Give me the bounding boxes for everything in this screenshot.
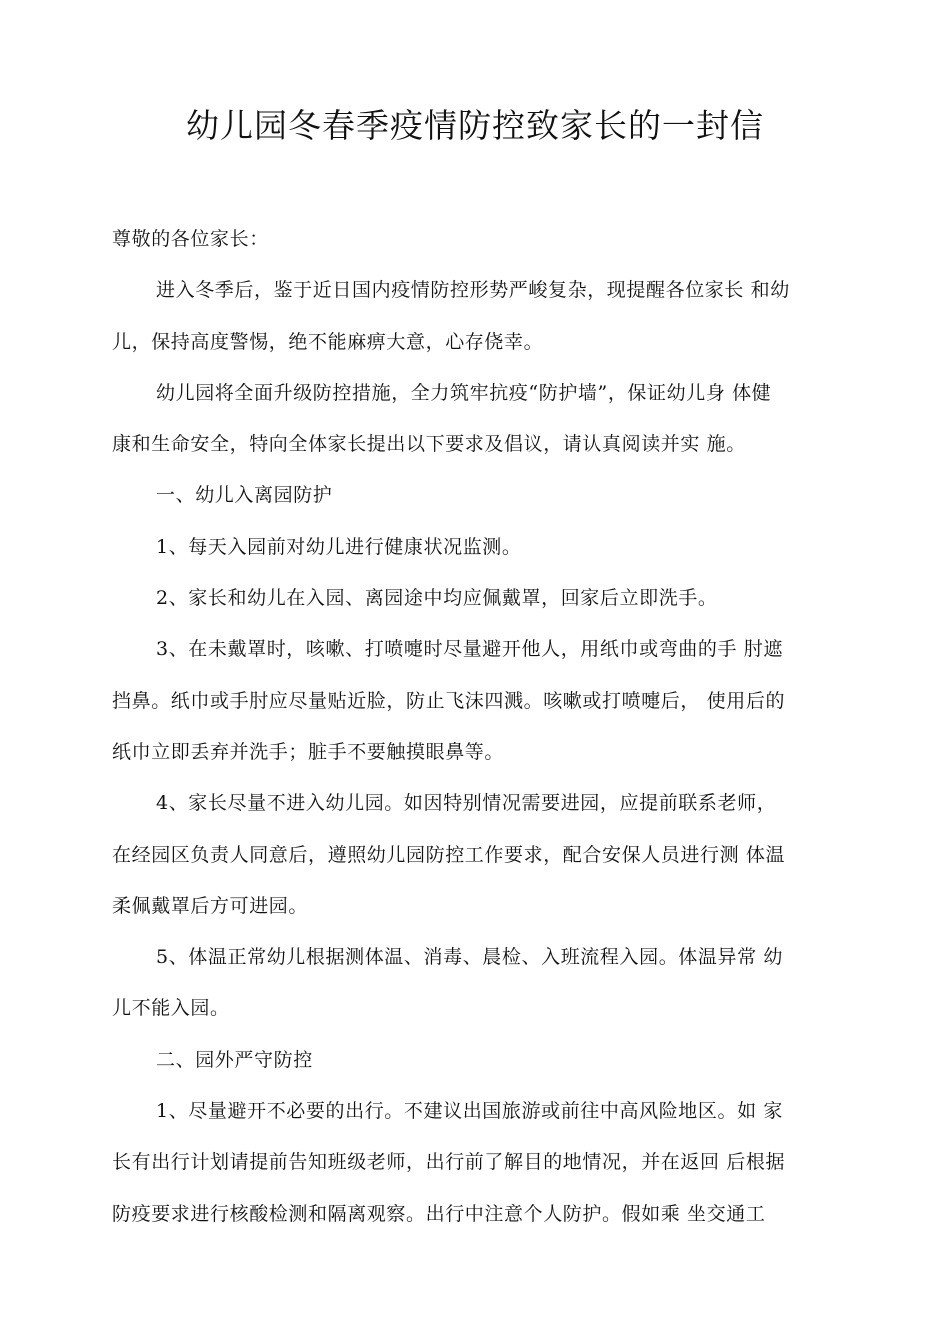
text-line: 柔佩戴罩后方可进园。 [112,894,309,917]
text-line: 2、家长和幼儿在入园、离园途中均应佩戴罩，回家后立即洗手。 [156,587,718,610]
text-line: 儿，保持高度警惕，绝不能麻痹大意，心存侥幸。 [112,330,544,353]
text-line: 1、每天入园前对幼儿进行健康状况监测。 [156,535,522,558]
text-line: 一、幼儿入离园防护 [156,484,333,507]
text-line: 5、体温正常幼儿根据测体温、消毒、晨检、入班流程入园。体温异常 幼 [156,946,783,969]
text-line: 挡鼻。纸巾或手肘应尽量贴近脸，防止飞沫四溅。咳嗽或打喷嚏后， 使用后的 [112,689,786,712]
text-line: 在经园区负责人同意后，遵照幼儿园防控工作要求，配合安保人员进行测 体温 [112,843,786,866]
text-line: 康和生命安全，特向全体家长提出以下要求及倡议，请认真阅读并实 施。 [112,433,746,456]
text-line: 4、家长尽量不进入幼儿园。如因特别情况需要进园，应提前联系老师， [156,792,777,815]
document-body [112,224,852,1250]
text-line: 防疫要求进行核酸检测和隔离观察。出行中注意个人防护。假如乘 坐交通工 [112,1202,766,1225]
text-line: 长有出行计划请提前告知班级老师，出行前了解目的地情况，并在返回 后根据 [112,1151,786,1174]
document-title: 幼儿园冬春季疫情防控致家长的一封信 [186,106,764,145]
text-line: 3、在未戴罩时，咳嗽、打喷嚏时尽量避开他人，用纸巾或弯曲的手 肘遮 [156,638,783,661]
text-line: 纸巾立即丢弃并洗手；脏手不要触摸眼鼻等。 [112,740,505,763]
text-line: 幼儿园将全面升级防控措施，全力筑牢抗疫“防护墙”，保证幼儿身 体健 [156,381,772,404]
text-line: 二、园外严守防控 [156,1048,313,1071]
text-line: 1、尽量避开不必要的出行。不建议出国旅游或前往中高风险地区。如 家 [156,1100,783,1123]
text-line: 进入冬季后，鉴于近日国内疫情防控形势严峻复杂，现提醒各位家长 和幼 [156,279,790,302]
text-line: 尊敬的各位家长： [112,228,269,250]
text-line: 儿不能入园。 [112,997,230,1020]
